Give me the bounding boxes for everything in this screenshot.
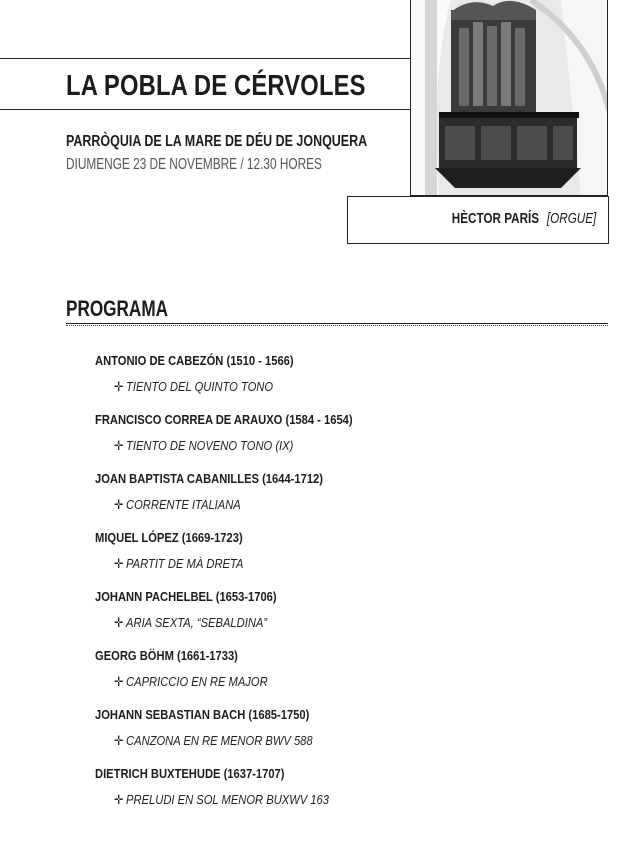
program-item — [95, 647, 595, 706]
work-title: TIENTO DE NOVENO TONO (IX) — [126, 438, 294, 453]
venue: PARRÒQUIA DE LA MARE DE DÉU DE JONQUERA — [66, 133, 368, 150]
composer: JOHANN PACHELBEL (1653-1706) — [95, 589, 277, 604]
performer — [451, 210, 596, 227]
performer-instrument: [ORGUE] — [546, 210, 596, 227]
composer: JOAN BAPTISTA CABANILLES (1644-1712) — [95, 471, 324, 486]
work — [114, 378, 528, 396]
cross-icon: ✛ — [114, 615, 124, 630]
program-item — [95, 706, 595, 765]
program-item — [95, 765, 595, 824]
program-item — [95, 352, 595, 411]
program-title: PROGRAMA — [66, 296, 169, 321]
performer-box — [347, 196, 609, 244]
cross-icon: ✛ — [114, 438, 124, 453]
program-rule — [66, 323, 608, 326]
work-title: CANZONA EN RE MENOR BWV 588 — [126, 733, 313, 748]
organ-photo — [410, 0, 608, 196]
composer: GEORG BÖHM (1661-1733) — [95, 648, 238, 663]
cross-icon: ✛ — [114, 379, 124, 394]
work-title: PARTIT DE MÀ DRETA — [126, 556, 244, 571]
program-item — [95, 529, 595, 588]
page-title: LA POBLA DE CÉRVOLES — [66, 70, 366, 102]
work — [114, 791, 528, 809]
date-time: DIUMENGE 23 DE NOVEMBRE / 12.30 HORES — [66, 156, 322, 173]
work — [114, 555, 528, 573]
composer: FRANCISCO CORREA DE ARAUXO (1584 - 1654) — [95, 412, 353, 427]
program-item — [95, 470, 595, 529]
cross-icon: ✛ — [114, 674, 124, 689]
organ-illustration — [411, 0, 608, 196]
cross-icon: ✛ — [114, 497, 124, 512]
composer: MIQUEL LÓPEZ (1669-1723) — [95, 530, 243, 545]
composer: JOHANN SEBASTIAN BACH (1685-1750) — [95, 707, 310, 722]
program-list — [95, 352, 595, 824]
work — [114, 614, 528, 632]
cross-icon: ✛ — [114, 733, 124, 748]
work — [114, 732, 528, 750]
program-item — [95, 411, 595, 470]
work-title: CAPRICCIO EN RE MAJOR — [126, 674, 268, 689]
composer: DIETRICH BUXTEHUDE (1637-1707) — [95, 766, 285, 781]
composer: ANTONIO DE CABEZÓN (1510 - 1566) — [95, 353, 294, 368]
cross-icon: ✛ — [114, 792, 124, 807]
work-title: PRELUDI EN SOL MENOR BUXWV 163 — [126, 792, 329, 807]
work — [114, 496, 528, 514]
cross-icon: ✛ — [114, 556, 124, 571]
work-title: TIENTO DEL QUINTO TONO — [126, 379, 274, 394]
top-rule — [0, 58, 410, 59]
work — [114, 437, 528, 455]
title-bottom-rule — [0, 109, 410, 110]
performer-name: HÈCTOR PARÍS — [451, 210, 539, 227]
work-title: CORRENTE ITALIANA — [126, 497, 241, 512]
work-title: ARIA SEXTA, “SEBALDINA” — [126, 615, 268, 630]
work — [114, 673, 528, 691]
program-item — [95, 588, 595, 647]
